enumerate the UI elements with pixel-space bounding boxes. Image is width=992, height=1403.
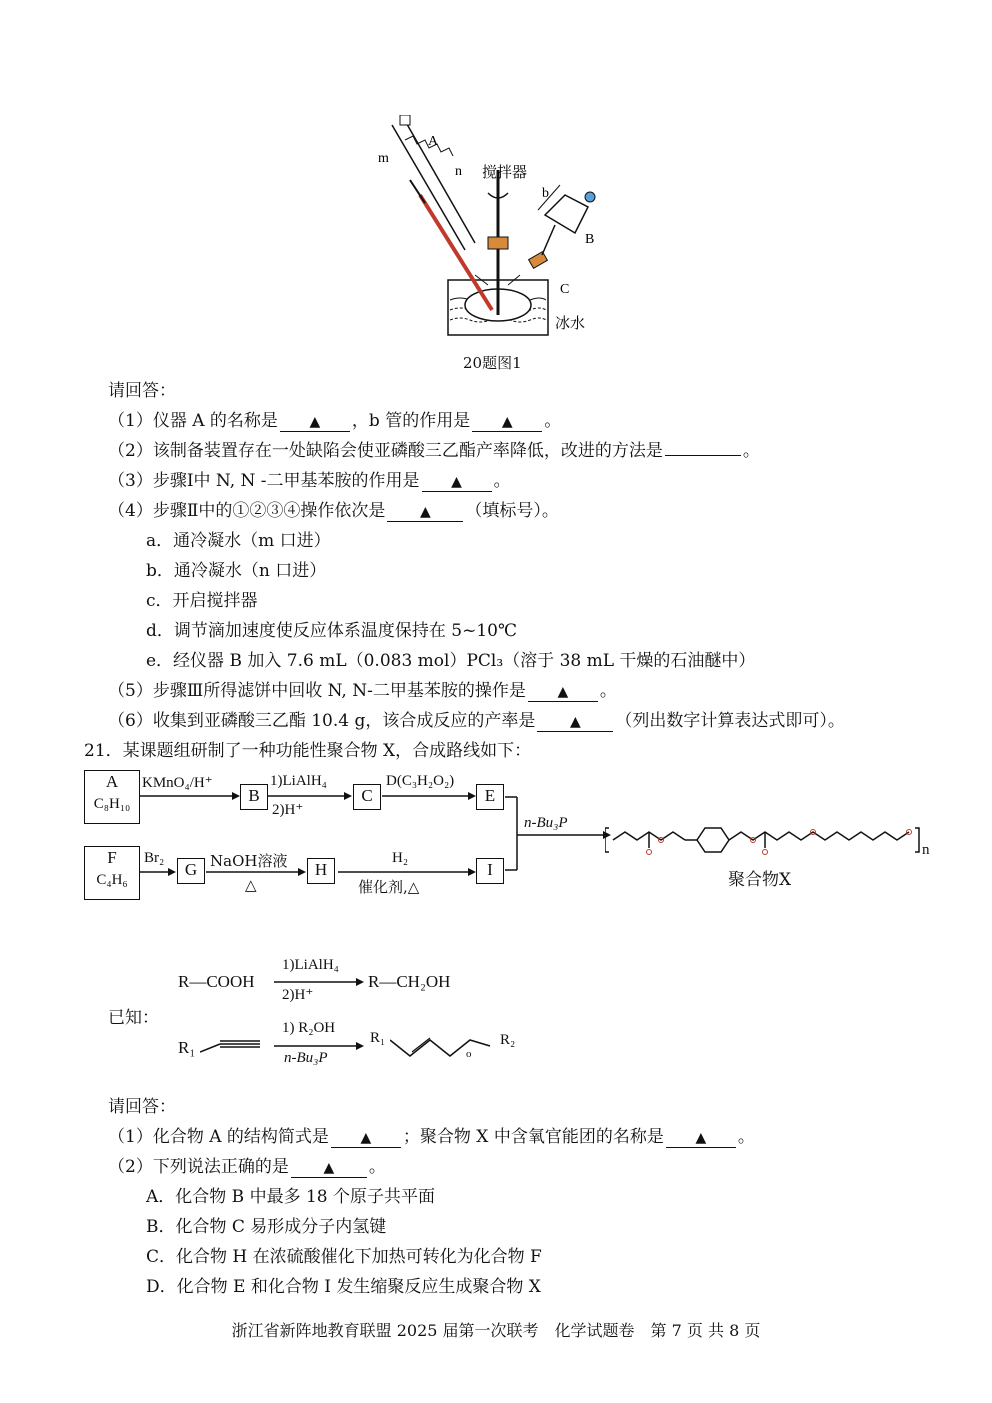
- compound-b: B: [240, 784, 268, 810]
- q21-heading: 21．某课题组研制了一种功能性聚合物 X，合成路线如下：: [84, 741, 532, 761]
- answer-blank[interactable]: ▲: [291, 1158, 367, 1178]
- compound-f: F C₄H₆: [84, 846, 140, 900]
- enol-ether: [390, 1036, 500, 1066]
- label-m: m: [378, 151, 389, 166]
- compound-e: E: [476, 784, 504, 810]
- figure-caption: 20题图1: [463, 354, 522, 372]
- known-r2-bottom: n-Bu₃P: [284, 1050, 328, 1066]
- q20-option: d．调节滴加速度使反应体系温度保持在 5~10℃: [146, 621, 517, 641]
- reagent-br2: Br₂: [144, 850, 165, 866]
- compound-c: C: [353, 784, 381, 810]
- label-ice: 冰水: [555, 314, 586, 332]
- known-r1-left: R—COOH: [178, 972, 255, 991]
- compound-i: I: [476, 858, 504, 884]
- q20-option: b．通冷凝水（n 口进）: [146, 561, 327, 581]
- reagent-nbu3p: n-Bu₃P: [524, 815, 568, 831]
- q20-option: c．开启搅拌器: [146, 591, 258, 611]
- known-r1-top: 1)LiAlH₄: [282, 957, 339, 973]
- reagent-catalyst: 催化剂,△: [358, 878, 420, 896]
- q20-s2: （2）该制备装置存在一处缺陷会使亚磷酸三乙酯产率降低，改进的方法是 。: [108, 441, 760, 461]
- dropping-funnel-b: [529, 185, 595, 268]
- q21-option: D．化合物 E 和化合物 I 发生缩聚反应生成聚合物 X: [146, 1277, 541, 1297]
- known-r1-bottom: 2)H⁺: [282, 987, 314, 1003]
- q21-s1: （1）化合物 A 的结构简式是 ▲ ；聚合物 X 中含氧官能团的名称是 ▲ 。: [108, 1127, 755, 1147]
- q20-s4: （4）步骤Ⅱ中的①②③④操作依次是 ▲ （填标号）。: [108, 501, 559, 521]
- reagent-h2: H₂: [392, 850, 409, 866]
- q21-option: A．化合物 B 中最多 18 个原子共平面: [146, 1187, 436, 1207]
- reagent-lialh4: 1)LiAlH₄: [270, 773, 327, 789]
- reagent-naoh: NaOH溶液: [210, 852, 288, 870]
- answer-blank[interactable]: ▲: [666, 1128, 736, 1148]
- reagent-kmno4: KMnO₄/H⁺: [142, 775, 213, 791]
- answer-blank[interactable]: ▲: [528, 682, 598, 702]
- label-b-upper: B: [585, 232, 595, 247]
- answer-blank[interactable]: ▲: [387, 502, 463, 522]
- known-r2-top: 1) R₂OH: [282, 1020, 336, 1036]
- ether-o: o: [466, 1048, 472, 1060]
- known-r2-r1: R₁: [370, 1030, 386, 1046]
- q21-option: B．化合物 C 易形成分子内氢键: [146, 1217, 387, 1237]
- reagent-d: D(C₃H₂O₂): [386, 773, 455, 789]
- q21-option: C．化合物 H 在浓硫酸催化下加热可转化为化合物 F: [146, 1247, 542, 1267]
- label-c: C: [560, 282, 570, 297]
- page-footer: 浙江省新阵地教育联盟 2025 届第一次联考 化学试题卷 第 7 页 共 8 页: [231, 1321, 761, 1340]
- q20-option: e．经仪器 B 加入 7.6 mL（0.083 mol）PCl₃（溶于 38 mL 干燥的石油醚中）: [146, 651, 756, 671]
- reagent-heat: △: [245, 876, 257, 894]
- apparatus-figure: [370, 115, 610, 345]
- answer-blank[interactable]: ▲: [422, 472, 492, 492]
- q20-option: a．通冷凝水（m 口进）: [146, 531, 331, 551]
- answer-blank[interactable]: ▲: [331, 1128, 401, 1148]
- label-n: n: [455, 164, 462, 179]
- label-stirrer: 搅拌器: [482, 163, 528, 181]
- compound-h: H: [307, 858, 335, 884]
- reagent-h-plus: 2)H⁺: [272, 802, 304, 818]
- answer-blank[interactable]: ▲: [280, 412, 350, 432]
- alkyne-bond: [200, 1038, 264, 1058]
- label-b: b: [542, 186, 549, 201]
- q20-s1: （1）仪器 A 的名称是 ▲ ，b 管的作用是 ▲ 。: [108, 411, 562, 431]
- q21-prompt: 请回答：: [108, 1097, 176, 1117]
- compound-a: A C₈H₁₀: [84, 770, 140, 824]
- answer-blank[interactable]: [665, 455, 741, 456]
- q20-prompt: 请回答：: [108, 381, 176, 401]
- label-a: A: [428, 134, 439, 149]
- known-r2-left: R₁: [178, 1038, 196, 1057]
- answer-blank[interactable]: ▲: [472, 412, 542, 432]
- known-r1-right: R—CH₂OH: [368, 972, 451, 991]
- answer-blank[interactable]: ▲: [537, 712, 613, 732]
- q21-s2: （2）下列说法正确的是 ▲ 。: [108, 1157, 386, 1177]
- polymer-x-structure: [605, 810, 935, 870]
- polymer-n: n: [922, 842, 930, 858]
- q20-s5: （5）步骤Ⅲ所得滤饼中回收 N, N-二甲基苯胺的操作是 ▲ 。: [108, 681, 617, 701]
- known-r2-r2: R₂: [500, 1032, 516, 1048]
- polymer-x-label: 聚合物X: [728, 870, 792, 890]
- compound-g: G: [177, 858, 205, 884]
- q20-s6: （6）收集到亚磷酸三乙酯 10.4 g，该合成反应的产率是 ▲ （列出数字计算表达式即可）。: [108, 711, 845, 731]
- known-label: 已知：: [108, 1008, 159, 1028]
- q20-s3: （3）步骤Ⅰ中 N, N -二甲基苯胺的作用是 ▲ 。: [108, 471, 511, 491]
